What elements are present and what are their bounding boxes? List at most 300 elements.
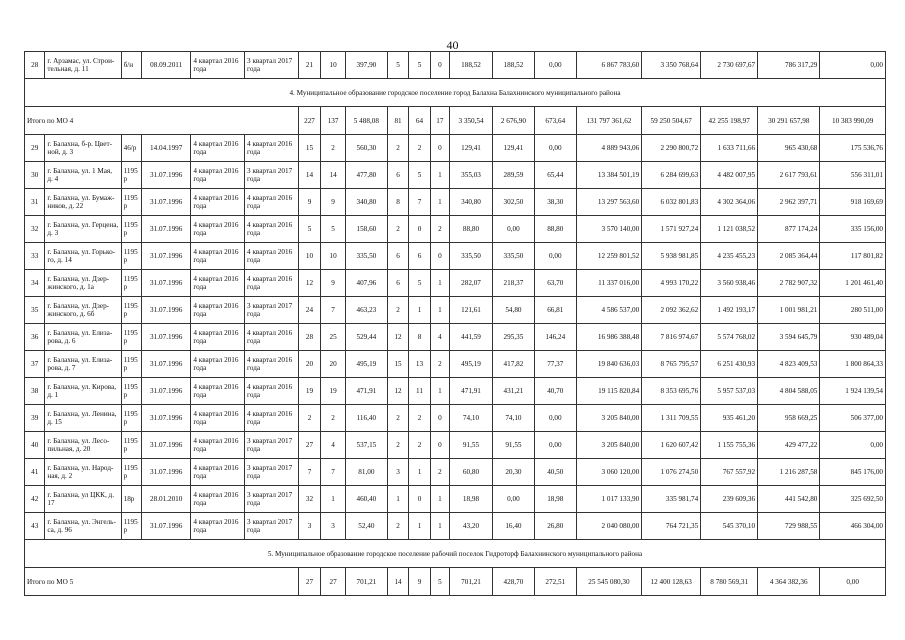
cell-q2: 4 квартал 2016 года xyxy=(245,324,299,351)
cell-s2: 0,00 xyxy=(492,216,534,243)
cell-b: 1 xyxy=(409,297,430,324)
cell-m1: 4 889 943,06 xyxy=(576,135,641,162)
cell-c: 0 xyxy=(430,52,449,79)
total-cell-c: 5 xyxy=(430,568,449,596)
cell-s3: 88,80 xyxy=(534,216,576,243)
cell-c: 1 xyxy=(430,189,449,216)
cell-m5: 280 511,00 xyxy=(820,297,886,324)
cell-area: 463,23 xyxy=(345,297,387,324)
cell-no: 43 xyxy=(25,513,45,540)
cell-no: 28 xyxy=(25,52,45,79)
table-row xyxy=(25,459,886,486)
cell-area: 477,80 xyxy=(345,162,387,189)
total-cell-s3: 272,51 xyxy=(534,568,576,596)
cell-s2: 129,41 xyxy=(492,135,534,162)
cell-q2: 3 квартал 2017 года xyxy=(245,162,299,189)
total-cell-c: 17 xyxy=(430,107,449,135)
cell-m3: 1 633 711,66 xyxy=(701,135,758,162)
total-cell-b: 64 xyxy=(409,107,430,135)
cell-m1: 6 867 783,60 xyxy=(576,52,641,79)
cell-addr: г. Балахна, ул. Народ-ная, д. 2 xyxy=(45,459,121,486)
cell-b: 6 xyxy=(409,243,430,270)
cell-q1: 4 квартал 2016 года xyxy=(191,270,245,297)
cell-v2: 4 xyxy=(321,432,346,459)
cell-q2: 4 квартал 2016 года xyxy=(245,135,299,162)
cell-v2: 20 xyxy=(321,351,346,378)
cell-s2: 91,55 xyxy=(492,432,534,459)
cell-b: 0 xyxy=(409,216,430,243)
table-row xyxy=(25,297,886,324)
cell-date: 31.07.1996 xyxy=(142,459,191,486)
cell-area: 116,40 xyxy=(345,405,387,432)
cell-s1: 282,07 xyxy=(450,270,493,297)
table-row xyxy=(25,189,886,216)
cell-area: 335,50 xyxy=(345,243,387,270)
cell-m2: 3 350 768,64 xyxy=(642,52,701,79)
cell-q1: 4 квартал 2016 года xyxy=(191,378,245,405)
cell-m2: 764 721,35 xyxy=(642,513,701,540)
cell-s3: 77,37 xyxy=(534,351,576,378)
cell-v1: 27 xyxy=(298,432,321,459)
cell-m5: 175 536,76 xyxy=(820,135,886,162)
cell-m5: 0,00 xyxy=(820,432,886,459)
cell-a: 6 xyxy=(387,243,408,270)
cell-m4: 4 823 409,53 xyxy=(758,351,820,378)
cell-s1: 74,10 xyxy=(450,405,493,432)
cell-s2: 218,37 xyxy=(492,270,534,297)
cell-v1: 7 xyxy=(298,459,321,486)
cell-addr: г. Балахна, ул. Елиза-рова, д. 6 xyxy=(45,324,121,351)
total-label: Итого по МО 5 xyxy=(25,568,299,596)
table-row xyxy=(25,378,886,405)
cell-b: 1 xyxy=(409,513,430,540)
cell-s3: 0,00 xyxy=(534,432,576,459)
cell-m3: 5 957 537,03 xyxy=(701,378,758,405)
cell-c: 4 xyxy=(430,324,449,351)
table-row xyxy=(25,513,886,540)
cell-q2: 4 квартал 2016 года xyxy=(245,216,299,243)
cell-doc: 1195 р xyxy=(121,189,141,216)
total-cell-s1: 3 350,54 xyxy=(450,107,493,135)
cell-doc: 1195 р xyxy=(121,432,141,459)
section-title: 4. Муниципальное образование городское поселение город Балахна Балахнинского муниципального района xyxy=(25,79,886,107)
cell-v1: 32 xyxy=(298,486,321,513)
cell-area: 495,19 xyxy=(345,351,387,378)
cell-m2: 335 981,74 xyxy=(642,486,701,513)
cell-q2: 3 квартал 2017 года xyxy=(245,459,299,486)
cell-s3: 18,98 xyxy=(534,486,576,513)
table-row xyxy=(25,432,886,459)
cell-m3: 1 121 038,52 xyxy=(701,216,758,243)
cell-b: 1 xyxy=(409,459,430,486)
cell-c: 1 xyxy=(430,486,449,513)
cell-v1: 21 xyxy=(298,52,321,79)
cell-a: 2 xyxy=(387,216,408,243)
cell-area: 537,15 xyxy=(345,432,387,459)
cell-q1: 4 квартал 2016 года xyxy=(191,243,245,270)
cell-v2: 2 xyxy=(321,135,346,162)
cell-m3: 3 560 938,46 xyxy=(701,270,758,297)
cell-addr: г. Арзамас, ул. Строи-тельная, д. 11 xyxy=(45,52,121,79)
cell-c: 0 xyxy=(430,135,449,162)
cell-no: 41 xyxy=(25,459,45,486)
cell-m1: 3 060 120,00 xyxy=(576,459,641,486)
cell-date: 31.07.1996 xyxy=(142,162,191,189)
cell-m5: 1 924 139,54 xyxy=(820,378,886,405)
cell-v2: 5 xyxy=(321,216,346,243)
cell-s3: 0,00 xyxy=(534,243,576,270)
cell-area: 560,30 xyxy=(345,135,387,162)
total-cell-m2: 12 400 128,63 xyxy=(642,568,701,596)
cell-m3: 4 482 007,95 xyxy=(701,162,758,189)
cell-s3: 146,24 xyxy=(534,324,576,351)
cell-m5: 466 304,00 xyxy=(820,513,886,540)
cell-v2: 19 xyxy=(321,378,346,405)
table-row xyxy=(25,324,886,351)
cell-s1: 18,98 xyxy=(450,486,493,513)
cell-addr: г. Балахна, ул. Бумаж-ников, д. 22 xyxy=(45,189,121,216)
cell-m3: 2 730 697,67 xyxy=(701,52,758,79)
cell-m4: 2 085 364,44 xyxy=(758,243,820,270)
cell-v1: 19 xyxy=(298,378,321,405)
cell-date: 31.07.1996 xyxy=(142,243,191,270)
cell-s1: 188,52 xyxy=(450,52,493,79)
cell-q1: 4 квартал 2016 года xyxy=(191,135,245,162)
cell-v1: 10 xyxy=(298,243,321,270)
cell-s3: 40,50 xyxy=(534,459,576,486)
table-row xyxy=(25,405,886,432)
cell-q2: 3 квартал 2017 года xyxy=(245,513,299,540)
cell-b: 5 xyxy=(409,52,430,79)
cell-q1: 4 квартал 2016 года xyxy=(191,351,245,378)
cell-addr: г. Балахна, ул. Лесо-пильная, д. 20 xyxy=(45,432,121,459)
cell-m2: 6 284 699,63 xyxy=(642,162,701,189)
cell-m3: 545 370,10 xyxy=(701,513,758,540)
cell-doc: 1195 р xyxy=(121,324,141,351)
cell-s3: 0,00 xyxy=(534,52,576,79)
total-cell-s2: 2 676,90 xyxy=(492,107,534,135)
cell-no: 40 xyxy=(25,432,45,459)
cell-m3: 6 251 430,93 xyxy=(701,351,758,378)
cell-m5: 506 377,00 xyxy=(820,405,886,432)
cell-s1: 43,20 xyxy=(450,513,493,540)
cell-m2: 1 311 709,55 xyxy=(642,405,701,432)
cell-c: 0 xyxy=(430,432,449,459)
cell-q1: 4 квартал 2016 года xyxy=(191,162,245,189)
total-label: Итого по МО 4 xyxy=(25,107,299,135)
cell-q2: 3 квартал 2017 года xyxy=(245,52,299,79)
cell-q2: 4 квартал 2016 года xyxy=(245,243,299,270)
cell-s3: 38,30 xyxy=(534,189,576,216)
total-cell-s3: 673,64 xyxy=(534,107,576,135)
total-cell-area: 701,21 xyxy=(345,568,387,596)
cell-m1: 12 259 801,52 xyxy=(576,243,641,270)
cell-s1: 471,91 xyxy=(450,378,493,405)
cell-v2: 1 xyxy=(321,486,346,513)
cell-doc: 1195 р xyxy=(121,459,141,486)
cell-addr: г. Балахна, ул. Дзер-жинского, д. 1а xyxy=(45,270,121,297)
cell-addr: г. Балахна, ул. Дзер-жинского, д. 6б xyxy=(45,297,121,324)
cell-s1: 335,50 xyxy=(450,243,493,270)
cell-s2: 431,21 xyxy=(492,378,534,405)
cell-m4: 2 962 397,71 xyxy=(758,189,820,216)
table-body xyxy=(25,52,886,596)
cell-a: 2 xyxy=(387,513,408,540)
cell-a: 5 xyxy=(387,52,408,79)
cell-q1: 4 квартал 2016 года xyxy=(191,432,245,459)
total-cell-a: 81 xyxy=(387,107,408,135)
cell-q2: 4 квартал 2016 года xyxy=(245,405,299,432)
cell-s1: 340,80 xyxy=(450,189,493,216)
cell-s1: 91,55 xyxy=(450,432,493,459)
cell-doc: 1195 р xyxy=(121,297,141,324)
cell-no: 32 xyxy=(25,216,45,243)
total-row xyxy=(25,568,886,596)
total-cell-s1: 701,21 xyxy=(450,568,493,596)
cell-doc: 1195 р xyxy=(121,162,141,189)
cell-c: 1 xyxy=(430,513,449,540)
cell-doc: 1195 р xyxy=(121,405,141,432)
cell-m1: 19 115 820,84 xyxy=(576,378,641,405)
total-cell-m5: 10 383 990,09 xyxy=(820,107,886,135)
cell-s2: 302,50 xyxy=(492,189,534,216)
total-cell-v2: 137 xyxy=(321,107,346,135)
cell-m2: 4 993 170,22 xyxy=(642,270,701,297)
cell-s3: 66,81 xyxy=(534,297,576,324)
table-row xyxy=(25,243,886,270)
cell-addr: г. Балахна, ул. Герцена, д. 3 xyxy=(45,216,121,243)
cell-m4: 729 988,55 xyxy=(758,513,820,540)
cell-v1: 24 xyxy=(298,297,321,324)
cell-date: 31.07.1996 xyxy=(142,189,191,216)
cell-addr: г. Балахна, ул. Кирова, д. 1 xyxy=(45,378,121,405)
cell-m1: 3 205 840,00 xyxy=(576,432,641,459)
cell-date: 14.04.1997 xyxy=(142,135,191,162)
cell-q2: 3 квартал 2017 года xyxy=(245,486,299,513)
cell-s1: 88,80 xyxy=(450,216,493,243)
cell-s3: 0,00 xyxy=(534,135,576,162)
cell-v2: 14 xyxy=(321,162,346,189)
cell-m3: 5 574 768,02 xyxy=(701,324,758,351)
cell-s1: 60,80 xyxy=(450,459,493,486)
cell-area: 407,96 xyxy=(345,270,387,297)
cell-m3: 4 235 455,23 xyxy=(701,243,758,270)
table-row xyxy=(25,52,886,79)
total-cell-m1: 25 545 080,30 xyxy=(576,568,641,596)
cell-q2: 3 квартал 2017 года xyxy=(245,432,299,459)
cell-m2: 6 032 801,83 xyxy=(642,189,701,216)
cell-s1: 355,03 xyxy=(450,162,493,189)
cell-date: 28.01.2010 xyxy=(142,486,191,513)
cell-q1: 4 квартал 2016 года xyxy=(191,459,245,486)
cell-a: 3 xyxy=(387,459,408,486)
cell-b: 2 xyxy=(409,432,430,459)
cell-m5: 1 800 864,33 xyxy=(820,351,886,378)
cell-m2: 5 938 981,85 xyxy=(642,243,701,270)
cell-q1: 4 квартал 2016 года xyxy=(191,52,245,79)
cell-addr: г. Балахна, ул. Елиза-рова, д. 7 xyxy=(45,351,121,378)
cell-s1: 495,19 xyxy=(450,351,493,378)
cell-m2: 2 290 800,72 xyxy=(642,135,701,162)
cell-a: 6 xyxy=(387,270,408,297)
cell-addr: г. Балахна, ул. 1 Мая, д. 4 xyxy=(45,162,121,189)
cell-s2: 20,30 xyxy=(492,459,534,486)
cell-m5: 117 801,82 xyxy=(820,243,886,270)
total-cell-a: 14 xyxy=(387,568,408,596)
cell-doc: 1195 р xyxy=(121,216,141,243)
total-row xyxy=(25,107,886,135)
cell-no: 29 xyxy=(25,135,45,162)
cell-date: 31.07.1996 xyxy=(142,324,191,351)
cell-date: 31.07.1996 xyxy=(142,513,191,540)
cell-area: 52,40 xyxy=(345,513,387,540)
cell-s3: 26,80 xyxy=(534,513,576,540)
cell-m3: 239 609,36 xyxy=(701,486,758,513)
cell-c: 1 xyxy=(430,162,449,189)
cell-a: 8 xyxy=(387,189,408,216)
cell-area: 158,60 xyxy=(345,216,387,243)
cell-date: 31.07.1996 xyxy=(142,297,191,324)
cell-c: 0 xyxy=(430,243,449,270)
cell-a: 2 xyxy=(387,405,408,432)
cell-m4: 441 542,80 xyxy=(758,486,820,513)
cell-doc: 18р xyxy=(121,486,141,513)
cell-m5: 1 201 461,40 xyxy=(820,270,886,297)
cell-a: 6 xyxy=(387,162,408,189)
cell-m1: 16 986 388,48 xyxy=(576,324,641,351)
cell-m1: 2 040 080,00 xyxy=(576,513,641,540)
cell-m3: 767 557,92 xyxy=(701,459,758,486)
cell-m4: 965 430,68 xyxy=(758,135,820,162)
cell-m4: 877 174,24 xyxy=(758,216,820,243)
total-cell-m2: 59 250 504,67 xyxy=(642,107,701,135)
cell-q2: 3 квартал 2017 года xyxy=(245,297,299,324)
cell-b: 7 xyxy=(409,189,430,216)
cell-m4: 2 617 793,61 xyxy=(758,162,820,189)
cell-c: 1 xyxy=(430,378,449,405)
cell-m2: 1 076 274,50 xyxy=(642,459,701,486)
cell-b: 13 xyxy=(409,351,430,378)
cell-doc: 1195 р xyxy=(121,513,141,540)
cell-v1: 14 xyxy=(298,162,321,189)
cell-s2: 335,50 xyxy=(492,243,534,270)
cell-m3: 1 492 193,17 xyxy=(701,297,758,324)
cell-s2: 54,80 xyxy=(492,297,534,324)
cell-m5: 845 176,00 xyxy=(820,459,886,486)
cell-c: 2 xyxy=(430,216,449,243)
cell-b: 5 xyxy=(409,270,430,297)
cell-q2: 4 квартал 2016 года xyxy=(245,351,299,378)
cell-v2: 2 xyxy=(321,405,346,432)
cell-area: 529,44 xyxy=(345,324,387,351)
cell-b: 11 xyxy=(409,378,430,405)
cell-c: 1 xyxy=(430,270,449,297)
cell-m4: 4 804 588,05 xyxy=(758,378,820,405)
cell-v1: 28 xyxy=(298,324,321,351)
cell-no: 33 xyxy=(25,243,45,270)
cell-s3: 0,00 xyxy=(534,405,576,432)
cell-q2: 4 квартал 2016 года xyxy=(245,378,299,405)
cell-a: 2 xyxy=(387,135,408,162)
cell-a: 1 xyxy=(387,486,408,513)
cell-m4: 1 216 287,58 xyxy=(758,459,820,486)
total-cell-m4: 30 291 657,98 xyxy=(758,107,820,135)
cell-v2: 3 xyxy=(321,513,346,540)
cell-addr: г. Балахна, б-р. Цвет-ной, д. 3 xyxy=(45,135,121,162)
cell-m1: 11 337 016,00 xyxy=(576,270,641,297)
cell-m5: 0,00 xyxy=(820,52,886,79)
table-row xyxy=(25,351,886,378)
cell-m2: 1 620 607,42 xyxy=(642,432,701,459)
cell-date: 31.07.1996 xyxy=(142,351,191,378)
cell-m1: 1 017 133,90 xyxy=(576,486,641,513)
cell-c: 2 xyxy=(430,459,449,486)
cell-date: 31.07.1996 xyxy=(142,378,191,405)
cell-m4: 1 001 981,21 xyxy=(758,297,820,324)
total-cell-v1: 227 xyxy=(298,107,321,135)
cell-m5: 930 489,04 xyxy=(820,324,886,351)
page-number: 40 xyxy=(446,38,459,52)
cell-a: 2 xyxy=(387,432,408,459)
table-row xyxy=(25,270,886,297)
cell-v1: 12 xyxy=(298,270,321,297)
cell-date: 31.07.1996 xyxy=(142,270,191,297)
total-cell-m4: 4 364 382,36 xyxy=(758,568,820,596)
total-cell-v2: 27 xyxy=(321,568,346,596)
cell-doc: 1195 р xyxy=(121,243,141,270)
cell-s2: 16,40 xyxy=(492,513,534,540)
cell-addr: г. Балахна, ул ЦКК, д. 17 xyxy=(45,486,121,513)
cell-b: 8 xyxy=(409,324,430,351)
section-title: 5. Муниципальное образование городское поселение рабочий поселок Гидроторф Балахнинского муниципального района xyxy=(25,540,886,568)
cell-doc: 46/р xyxy=(121,135,141,162)
table-row xyxy=(25,162,886,189)
section-header-row xyxy=(25,540,886,568)
cell-q2: 4 квартал 2016 года xyxy=(245,189,299,216)
cell-m2: 8 765 795,57 xyxy=(642,351,701,378)
total-cell-m1: 131 797 361,62 xyxy=(576,107,641,135)
cell-no: 39 xyxy=(25,405,45,432)
cell-s3: 63,70 xyxy=(534,270,576,297)
cell-m1: 4 586 537,00 xyxy=(576,297,641,324)
cell-v1: 2 xyxy=(298,405,321,432)
cell-no: 38 xyxy=(25,378,45,405)
cell-s1: 129,41 xyxy=(450,135,493,162)
cell-v1: 3 xyxy=(298,513,321,540)
cell-m3: 935 461,20 xyxy=(701,405,758,432)
cell-doc: б/н xyxy=(121,52,141,79)
cell-m4: 2 782 907,32 xyxy=(758,270,820,297)
cell-m5: 556 311,01 xyxy=(820,162,886,189)
cell-area: 460,40 xyxy=(345,486,387,513)
cell-addr: г. Балахна, ул. Ленина, д. 15 xyxy=(45,405,121,432)
cell-area: 471,91 xyxy=(345,378,387,405)
cell-v2: 25 xyxy=(321,324,346,351)
cell-m3: 1 155 755,36 xyxy=(701,432,758,459)
total-cell-m3: 42 255 198,97 xyxy=(701,107,758,135)
table-row xyxy=(25,216,886,243)
cell-no: 30 xyxy=(25,162,45,189)
cell-m1: 3 205 840,00 xyxy=(576,405,641,432)
cell-no: 36 xyxy=(25,324,45,351)
cell-q1: 4 квартал 2016 года xyxy=(191,189,245,216)
cell-m1: 13 297 563,60 xyxy=(576,189,641,216)
total-cell-v1: 27 xyxy=(298,568,321,596)
cell-v1: 15 xyxy=(298,135,321,162)
cell-m4: 429 477,22 xyxy=(758,432,820,459)
cell-m4: 786 317,29 xyxy=(758,52,820,79)
cell-a: 12 xyxy=(387,324,408,351)
